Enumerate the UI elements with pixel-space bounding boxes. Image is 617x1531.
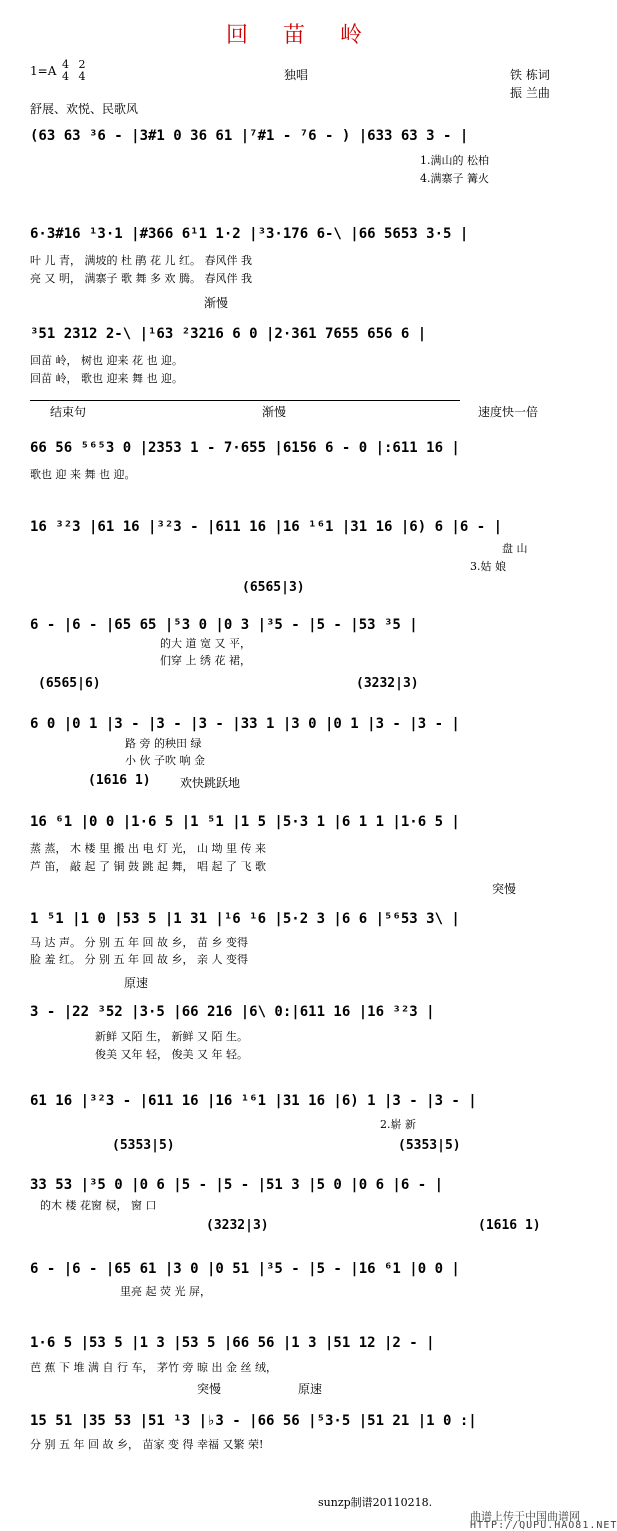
song-title: 回 苗 岭 bbox=[226, 23, 376, 48]
tempo-jianman-2: 渐慢 bbox=[262, 405, 287, 419]
music-line-2: 6·3#16 ¹3·1 |#366 6¹1 1·2 |³3·176 6-\ |66 5653 3·5 | bbox=[30, 226, 469, 242]
lyric-line-1-1: 1.满山的 松柏 bbox=[420, 154, 489, 167]
lyric-line-8-1: 蒸 蒸， 木 楼 里 搬 出 电 灯 光， 山 坳 里 传 来 bbox=[30, 842, 266, 855]
lyric-line-11-1: 2.崭 新 bbox=[380, 1118, 416, 1131]
lyric-line-14-1: 芭 蕉 下 堆 满 自 行 车， 茅竹 旁 晾 出 金 丝 绒， bbox=[30, 1361, 277, 1374]
lyric-line-4-1: 歌也 迎 来 舞 也 迎。 bbox=[30, 468, 136, 481]
music-line-3: ³51 2312 2-\ |¹63 ²3216 6 0 |2·361 7655 656 6 | bbox=[30, 326, 427, 342]
time-signature-denominator: 4 4 bbox=[62, 70, 89, 83]
tempo-yuansu-2: 原速 bbox=[298, 1382, 323, 1396]
lyric-line-10-2: 俊美 又年 轻， 俊美 又 年 轻。 bbox=[95, 1048, 248, 1061]
lyric-line-1-2: 4.满寨子 篝火 bbox=[420, 172, 489, 185]
lyric-line-5-2: 3.姑 娘 bbox=[470, 560, 506, 573]
lyric-line-12-1: 的木 楼 花窗 棂， 窗 口 bbox=[40, 1199, 157, 1212]
interlude-5353-b: (5353|5) bbox=[398, 1138, 461, 1153]
lyric-line-2-2: 亮 又 明， 满寨子 歌 舞 多 欢 腾。 春风伴 我 bbox=[30, 272, 252, 285]
interlude-3232-a: (3232|3) bbox=[356, 676, 419, 691]
tempo-tuman-2: 突慢 bbox=[197, 1382, 222, 1396]
lyric-line-2-1: 叶 儿 青， 满坡的 杜 鹃 花 儿 红。 春风伴 我 bbox=[30, 254, 252, 267]
lyric-line-3-2: 回苗 岭， 歌也 迎来 舞 也 迎。 bbox=[30, 372, 183, 385]
music-line-7: 6 0 |0 1 |3 - |3 - |3 - |33 1 |3 0 |0 1 |3 - |3 - | bbox=[30, 716, 460, 732]
music-line-14: 1·6 5 |53 5 |1 3 |53 5 |66 56 |1 3 |51 12 |2 - | bbox=[30, 1335, 435, 1351]
lyric-line-10-1: 新鲜 又陌 生， 新鲜 又 陌 生。 bbox=[95, 1030, 248, 1043]
footer-site-name: 曲谱上传于中国曲谱网 bbox=[470, 1510, 580, 1523]
music-line-9: 1 ⁵1 |1 0 |53 5 |1 31 |¹6 ¹6 |5·2 3 |6 6 |⁵⁶53 3\ | bbox=[30, 911, 460, 927]
lyric-line-6-2: 们穿 上 绣 花 裙， bbox=[160, 654, 251, 667]
music-line-1: (63 63 ³6 - |3#1 0 36 61 |⁷#1 - ⁷6 - ) |633 63 3 - | bbox=[30, 128, 469, 144]
lyric-line-5-1: 盘 山 bbox=[502, 542, 528, 555]
tempo-jianman-1: 渐慢 bbox=[204, 296, 229, 310]
music-line-12: 33 53 |³5 0 |0 6 |5 - |5 - |51 3 |5 0 |0 6 |6 - | bbox=[30, 1177, 444, 1193]
transcriber-credit: sunzp制谱20110218. bbox=[318, 1496, 433, 1509]
music-line-10: 3 - |22 ³52 |3·5 |66 216 |6\ 0:|611 16 |16 ³²3 | bbox=[30, 1004, 435, 1020]
interlude-1616-b: (1616 1) bbox=[478, 1218, 541, 1233]
ending-phrase-label: 结束句 bbox=[50, 405, 87, 419]
tempo-double-speed: 速度快一倍 bbox=[478, 405, 539, 419]
interlude-1616-a: (1616 1) bbox=[88, 773, 151, 788]
lyricist: 铁 栋词 bbox=[510, 68, 550, 82]
music-line-15: 15 51 |35 53 |51 ¹3 |♭3 - |66 56 |⁵3·5 |51 21 |1 0 :| bbox=[30, 1413, 477, 1429]
tempo-tuman-1: 突慢 bbox=[492, 882, 517, 896]
lyric-line-8-2: 芦 笛， 敲 起 了 铜 鼓 跳 起 舞， 唱 起 了 飞 歌 bbox=[30, 860, 266, 873]
interlude-5353-a: (5353|5) bbox=[112, 1138, 175, 1153]
style-marking: 舒展、欢悦、民歌风 bbox=[30, 102, 139, 116]
key-signature: 1=A bbox=[30, 64, 57, 78]
lyric-line-7-2: 小 伙 子吹 响 金 bbox=[125, 754, 205, 767]
lyric-line-13-1: 里亮 起 荧 光 屏， bbox=[120, 1285, 211, 1298]
lyric-line-15-1: 分 别 五 年 回 故 乡， 苗家 变 得 幸福 又繁 荣! bbox=[30, 1438, 264, 1451]
lyric-line-3-1: 回苗 岭， 树也 迎来 花 也 迎。 bbox=[30, 354, 183, 367]
music-line-6: 6 - |6 - |65 65 |⁵3 0 |0 3 |³5 - |5 - |53 ³5 | bbox=[30, 617, 418, 633]
expression-lively: 欢快跳跃地 bbox=[180, 776, 241, 790]
lyric-line-9-1: 马 达 声。 分 别 五 年 回 故 乡， 苗 乡 变得 bbox=[30, 936, 248, 949]
music-line-4: 66 56 ⁵⁶⁵3 0 |2353 1 - 7·655 |6156 6 - 0 |:611 16 | bbox=[30, 440, 460, 456]
music-line-8: 16 ⁶1 |0 0 |1·6 5 |1 ⁵1 |1 5 |5·3 1 |6 1 1 |1·6 5 | bbox=[30, 814, 460, 830]
performance-type: 独唱 bbox=[284, 68, 309, 82]
music-line-13: 6 - |6 - |65 61 |3 0 |0 51 |³5 - |5 - |16 ⁶1 |0 0 | bbox=[30, 1261, 460, 1277]
interlude-6565-b: (6565|6) bbox=[38, 676, 101, 691]
interlude-6565-a: (6565|3) bbox=[242, 580, 305, 595]
lyric-line-9-2: 脸 羞 红。 分 别 五 年 回 故 乡， 亲 人 变得 bbox=[30, 953, 248, 966]
footer-site-url: HTTP://QUPU.HAO81.NET bbox=[470, 1520, 617, 1531]
composer: 振 兰曲 bbox=[510, 86, 550, 100]
tempo-yuansu-1: 原速 bbox=[124, 976, 149, 990]
music-line-11: 61 16 |³²3 - |611 16 |16 ¹⁶1 |31 16 |6) 1 |3 - |3 - | bbox=[30, 1093, 477, 1109]
lyric-line-6-1: 的大 道 宽 又 平， bbox=[160, 637, 251, 650]
lyric-line-7-1: 路 旁 的秧田 绿 bbox=[125, 737, 202, 750]
music-line-5: 16 ³²3 |61 16 |³²3 - |611 16 |16 ¹⁶1 |31 16 |6) 6 |6 - | bbox=[30, 519, 503, 535]
time-signature-numerator: 4 2 bbox=[62, 58, 89, 71]
ending-bracket bbox=[30, 400, 460, 401]
interlude-3232-b: (3232|3) bbox=[206, 1218, 269, 1233]
